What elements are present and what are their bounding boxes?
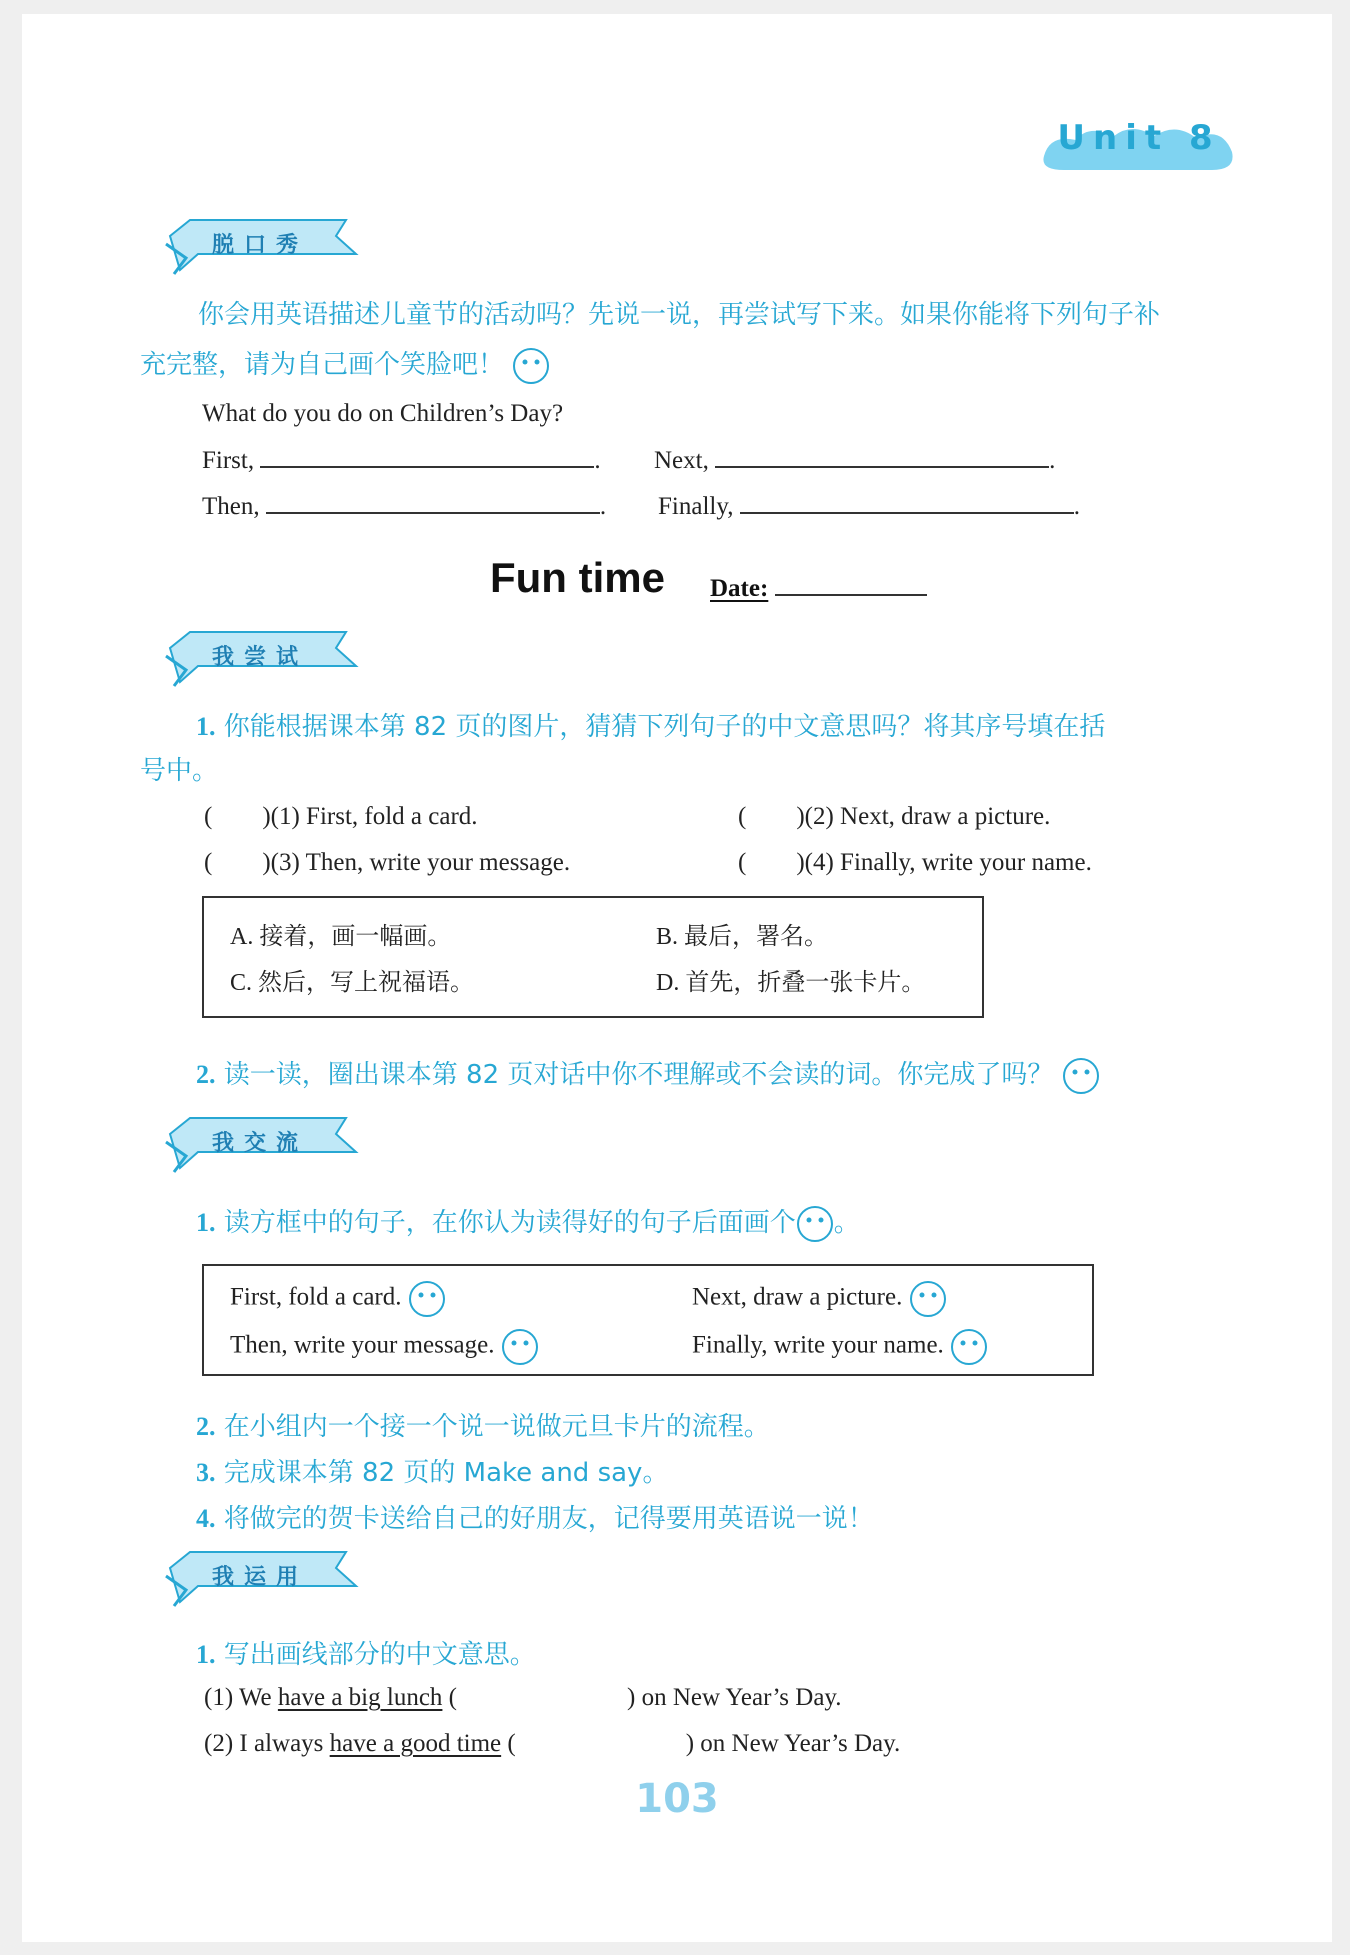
next-label: Next,	[654, 447, 709, 474]
sentence-prefix: (1) We	[204, 1684, 278, 1711]
try-item-1: ( )(1) First, fold a card.	[204, 803, 478, 830]
sentence-suffix: ) on New Year’s Day.	[685, 1730, 901, 1757]
sentence-row-3	[230, 1328, 539, 1366]
sentence-suffix: ) on New Year’s Day.	[627, 1684, 842, 1711]
apply-sentence-1	[204, 1684, 842, 1712]
date-blank[interactable]	[775, 574, 927, 596]
next-blank[interactable]	[715, 446, 1049, 468]
question-text: 将做完的贺卡送给自己的好朋友，记得要用英语说一说！	[223, 1504, 874, 1534]
finally-prompt-row: Finally, .	[658, 493, 1080, 520]
paren-open: (	[442, 1684, 457, 1711]
option-c: C. 然后，写上祝福语。	[230, 970, 475, 996]
try-q2	[196, 1054, 1100, 1095]
option-d: D. 首先，折叠一张卡片。	[656, 970, 926, 996]
unit-badge	[1036, 112, 1242, 174]
instruction-line-1: 你会用英语描述儿童节的活动吗？先说一说，再尝试写下来。如果你能将下列句子补	[198, 300, 1161, 330]
sentence-row-2	[692, 1280, 947, 1318]
question-number: 2.	[196, 1412, 216, 1441]
sentence-text: Finally, write your name.	[692, 1331, 944, 1359]
banner-label: 我交流	[212, 1131, 309, 1156]
finally-blank[interactable]	[740, 492, 1074, 514]
options-box	[202, 896, 984, 1018]
question-text: 读方框中的句子，在你认为读得好的句子后面画个	[223, 1208, 796, 1238]
question-text: 写出画线部分的中文意思。	[223, 1640, 536, 1670]
sentence-prefix: (2) I always	[204, 1730, 330, 1757]
apply-q1	[196, 1634, 536, 1671]
underlined-phrase: have a good time	[329, 1730, 502, 1757]
smiley-face-icon[interactable]	[950, 1328, 988, 1366]
try-item-3: ( )(3) Then, write your message.	[204, 849, 571, 876]
smiley-face-icon[interactable]	[1062, 1057, 1100, 1095]
question-end: 。	[833, 1208, 860, 1238]
question-number: 3.	[196, 1458, 216, 1487]
option-a: A. 接着，画一幅画。	[230, 924, 452, 950]
sentence-row-4	[692, 1328, 988, 1366]
banner-label: 脱口秀	[212, 233, 309, 258]
banner-label: 我尝试	[212, 645, 309, 670]
date-label: Date:	[710, 575, 769, 602]
smiley-face-icon	[796, 1205, 834, 1243]
workbook-page	[22, 14, 1332, 1942]
sentence-text: Then, write your message.	[230, 1331, 495, 1359]
question-number: 1.	[196, 1208, 216, 1237]
then-label: Then,	[202, 493, 260, 520]
comm-q1	[196, 1202, 860, 1243]
question-number: 1.	[196, 712, 216, 741]
section-banner-try	[160, 626, 360, 690]
then-prompt-row: Then, .	[202, 493, 607, 520]
question-text: 在小组内一个接一个说一说做元旦卡片的流程。	[223, 1412, 770, 1442]
question-number: 4.	[196, 1504, 216, 1533]
sentence-row-1	[230, 1280, 446, 1318]
smiley-face-icon[interactable]	[501, 1328, 539, 1366]
sentence-text: Next, draw a picture.	[692, 1283, 903, 1311]
try-item-2: ( )(2) Next, draw a picture.	[738, 803, 1051, 830]
unit-label: Unit 8	[1057, 118, 1221, 158]
try-q1-line-2: 号中。	[140, 756, 219, 786]
question-number: 2.	[196, 1060, 216, 1089]
instruction-text: 充完整，请为自己画个笑脸吧！	[140, 350, 505, 380]
question-children-day: What do you do on Children’s Day?	[202, 400, 564, 427]
question-number: 1.	[196, 1640, 216, 1669]
smiley-face-icon[interactable]	[909, 1280, 947, 1318]
section-banner-communicate	[160, 1112, 360, 1176]
underlined-phrase: have a big lunch	[277, 1684, 443, 1711]
first-blank[interactable]	[260, 446, 594, 468]
then-blank[interactable]	[266, 492, 600, 514]
page-number: 103	[635, 1776, 719, 1822]
apply-sentence-2	[204, 1730, 900, 1758]
smiley-face-icon[interactable]	[512, 347, 550, 385]
question-text: 读一读，圈出课本第 82 页对话中你不理解或不会读的词。你完成了吗？	[223, 1060, 1054, 1090]
date-field	[710, 574, 927, 603]
first-label: First,	[202, 447, 255, 474]
comm-q4	[196, 1498, 874, 1535]
option-b: B. 最后，署名。	[656, 924, 829, 950]
smiley-face-icon[interactable]	[408, 1280, 446, 1318]
section-banner-talk-show	[160, 214, 360, 278]
finally-label: Finally,	[658, 493, 734, 520]
section-banner-apply	[160, 1546, 360, 1610]
paren-open: (	[501, 1730, 516, 1757]
next-prompt-row: Next, .	[654, 447, 1056, 474]
fun-time-title: Fun time	[490, 554, 665, 601]
instruction-line-2	[140, 344, 550, 385]
try-item-4: ( )(4) Finally, write your name.	[738, 849, 1092, 876]
first-prompt-row: First, .	[202, 447, 601, 474]
comm-q3	[196, 1452, 668, 1489]
question-text: 完成课本第 82 页的 Make and say。	[223, 1458, 669, 1488]
sentence-text: First, fold a card.	[230, 1283, 402, 1311]
question-text: 你能根据课本第 82 页的图片，猜猜下列句子的中文意思吗？将其序号填在括	[223, 712, 1106, 742]
comm-q2	[196, 1406, 770, 1443]
banner-label: 我运用	[212, 1565, 309, 1590]
sentences-box	[202, 1264, 1094, 1376]
try-q1-line-1	[196, 706, 1306, 743]
